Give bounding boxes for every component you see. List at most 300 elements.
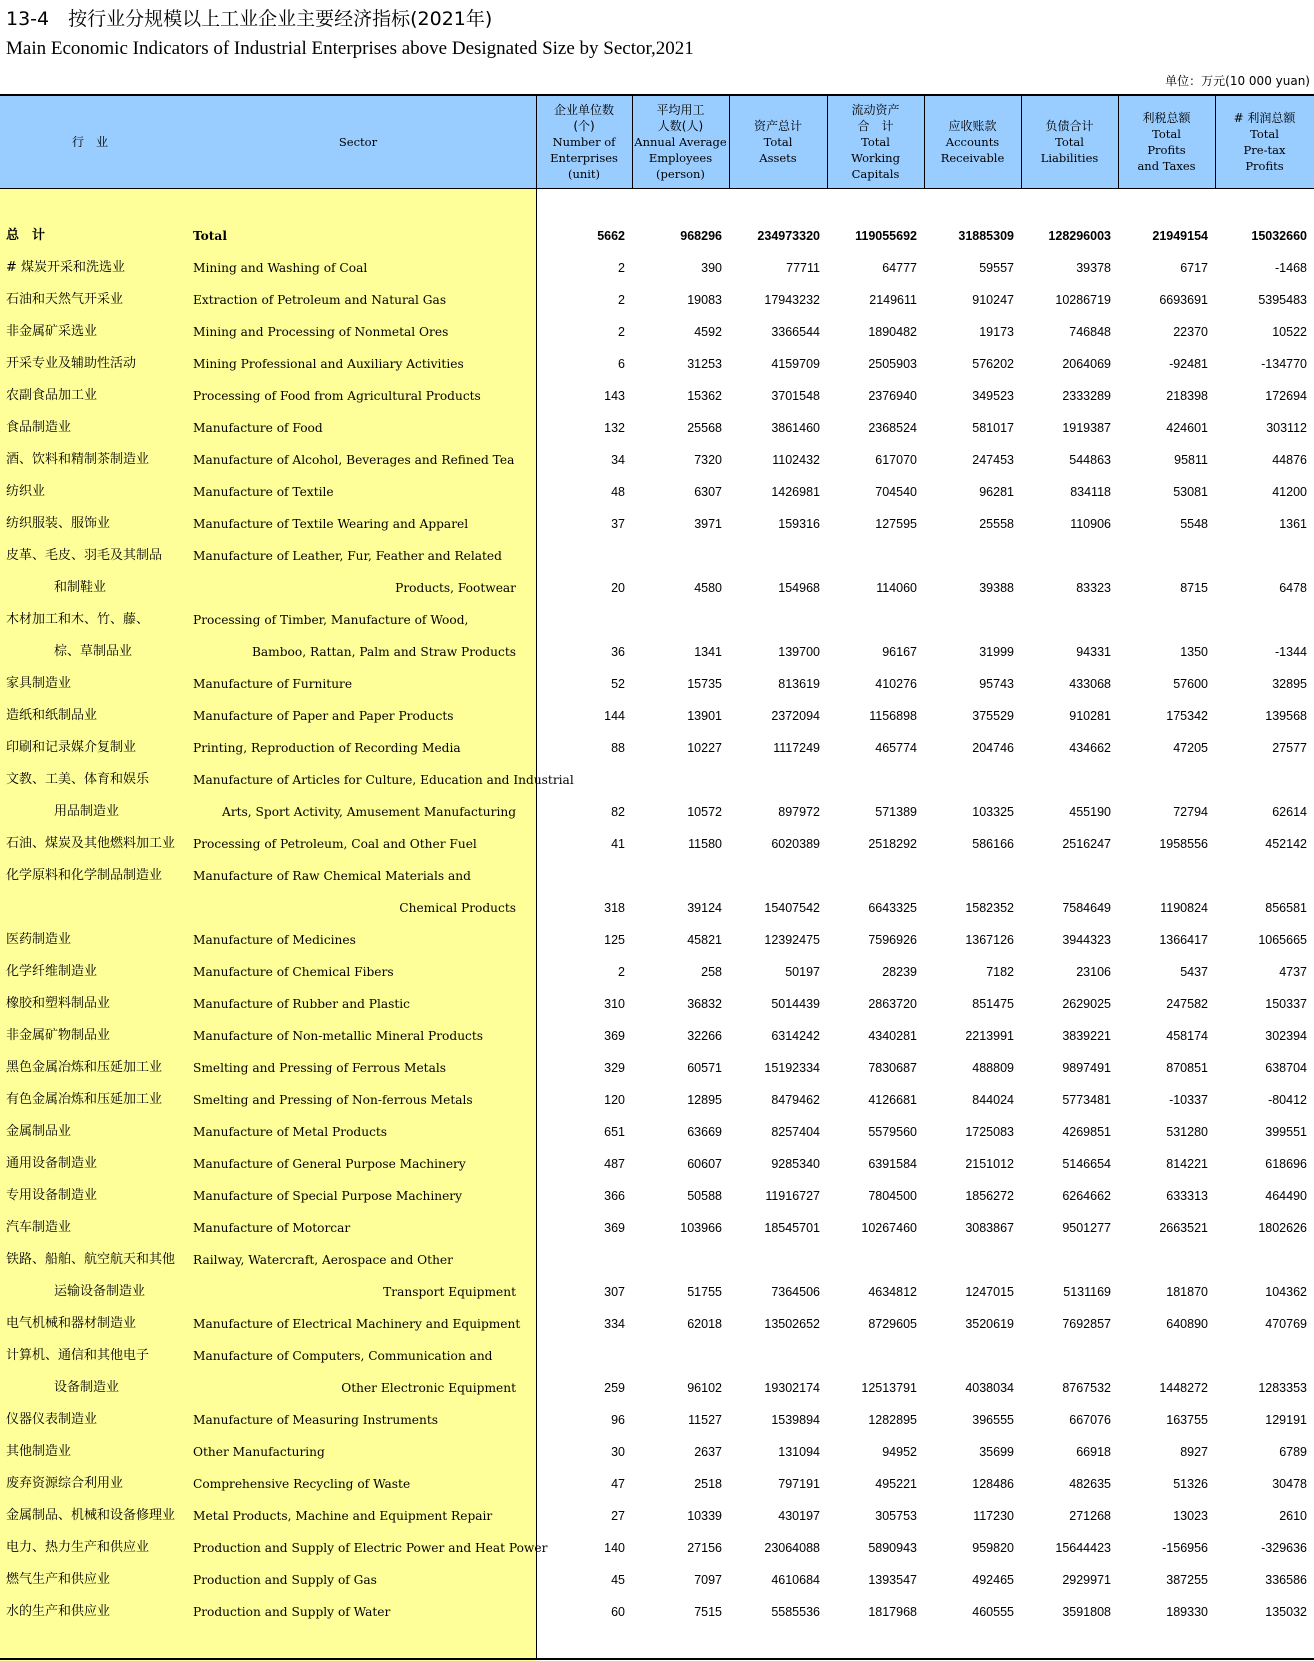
cell-total-pretax-profits: 464490 xyxy=(1265,1189,1307,1203)
cell-total-working-capitals: 410276 xyxy=(875,677,917,691)
sector-name-cn: 设备制造业 xyxy=(54,1380,120,1395)
header-rule xyxy=(0,188,1314,189)
cell-total-pretax-profits: -80412 xyxy=(1268,1093,1307,1107)
sector-name-en: Arts, Sport Activity, Amusement Manufacturing xyxy=(222,805,516,819)
cell-annual-average-employees: 51755 xyxy=(687,1285,722,1299)
cell-annual-average-employees: 258 xyxy=(701,965,722,979)
table-row xyxy=(0,284,1314,316)
cell-number-of-enterprises: 88 xyxy=(611,741,625,755)
header-line: and Taxes xyxy=(1137,158,1196,173)
sector-name-en: Smelting and Pressing of Non-ferrous Metals xyxy=(193,1093,473,1107)
sector-name-en: Manufacture of Textile Wearing and Apparel xyxy=(193,517,469,531)
table-row xyxy=(0,828,1314,860)
cell-annual-average-employees: 45821 xyxy=(687,933,722,947)
header-total-liabilities xyxy=(1021,97,1118,186)
cell-total-profits-and-taxes: 2663521 xyxy=(1159,1221,1208,1235)
cell-total-liabilities: 7584649 xyxy=(1062,901,1111,915)
cell-number-of-enterprises: 125 xyxy=(604,933,625,947)
table-row xyxy=(0,604,1314,636)
table-row xyxy=(0,924,1314,956)
cell-total-liabilities: 5146654 xyxy=(1062,1157,1111,1171)
sector-name-en: Manufacture of Chemical Fibers xyxy=(193,965,394,979)
cell-total-liabilities: 834118 xyxy=(1070,485,1111,499)
cell-total-assets: 4610684 xyxy=(771,1573,820,1587)
cell-total-pretax-profits: 172694 xyxy=(1265,389,1307,403)
cell-total-liabilities: 910281 xyxy=(1069,709,1111,723)
table-title-en: Main Economic Indicators of Industrial Enterprises above Designated Size by Sector,2021 xyxy=(6,38,694,59)
sector-name-en: Extraction of Petroleum and Natural Gas xyxy=(193,293,447,307)
sector-name-en: Manufacture of Paper and Paper Products xyxy=(193,709,454,723)
cell-accounts-receivable: 581017 xyxy=(972,421,1014,435)
header-total-pretax-profits xyxy=(1215,97,1314,186)
cell-accounts-receivable: 128486 xyxy=(972,1477,1014,1491)
top-rule xyxy=(0,94,1314,96)
cell-number-of-enterprises: 310 xyxy=(604,997,625,1011)
table-row xyxy=(0,1564,1314,1596)
cell-total-assets: 50197 xyxy=(785,965,820,979)
cell-total-liabilities: 434662 xyxy=(1069,741,1111,755)
cell-total-assets: 797191 xyxy=(778,1477,820,1491)
table-row xyxy=(0,1596,1314,1628)
cell-accounts-receivable: 396555 xyxy=(972,1413,1014,1427)
header-line: 资产总计 xyxy=(753,118,802,133)
cell-number-of-enterprises: 2 xyxy=(618,261,625,275)
table-row xyxy=(0,1436,1314,1468)
cell-total-assets: 11916727 xyxy=(765,1189,820,1203)
cell-total-profits-and-taxes: 8715 xyxy=(1180,581,1208,595)
header-line: Number of xyxy=(552,134,616,149)
cell-total-assets: 9285340 xyxy=(771,1157,820,1171)
header-line: Total xyxy=(1250,126,1279,141)
cell-total-assets: 897972 xyxy=(778,805,820,819)
cell-total-profits-and-taxes: 51326 xyxy=(1173,1477,1208,1491)
cell-total-liabilities: 9897491 xyxy=(1062,1061,1111,1075)
cell-total-profits-and-taxes: 1190824 xyxy=(1160,901,1208,915)
cell-annual-average-employees: 32266 xyxy=(687,1029,722,1043)
header-line: 负债合计 xyxy=(1045,118,1094,133)
cell-accounts-receivable: 103325 xyxy=(972,805,1014,819)
table-row xyxy=(0,988,1314,1020)
sector-name-en: Processing of Petroleum, Coal and Other Fuel xyxy=(193,837,477,851)
cell-accounts-receivable: 375529 xyxy=(972,709,1014,723)
sector-name-cn: 开采专业及辅助性活动 xyxy=(6,356,137,371)
cell-total-working-capitals: 94952 xyxy=(882,1445,917,1459)
cell-annual-average-employees: 36832 xyxy=(687,997,722,1011)
cell-total-working-capitals: 6391584 xyxy=(868,1157,917,1171)
header-line: Total xyxy=(1055,134,1084,149)
header-line: Profits xyxy=(1245,158,1284,173)
cell-total-profits-and-taxes: 870851 xyxy=(1166,1061,1208,1075)
table-row xyxy=(0,508,1314,540)
cell-annual-average-employees: 25568 xyxy=(687,421,722,435)
header-line: Pre-tax xyxy=(1243,142,1286,157)
cell-total-pretax-profits: 41200 xyxy=(1272,485,1307,499)
cell-total-profits-and-taxes: 22370 xyxy=(1173,325,1208,339)
bottom-rule xyxy=(0,1658,1314,1660)
sector-name-cn: 文教、工美、体育和娱乐 xyxy=(6,772,150,787)
header-sector-en: Sector xyxy=(338,134,378,149)
sector-name-en: Manufacture of Non-metallic Mineral Products xyxy=(193,1029,484,1043)
sector-name-en: Mining Professional and Auxiliary Activities xyxy=(193,357,464,371)
header-line: (person) xyxy=(656,166,705,181)
cell-annual-average-employees: 60571 xyxy=(687,1061,722,1075)
sector-name-en: Manufacture of Furniture xyxy=(193,677,353,691)
cell-number-of-enterprises: 36 xyxy=(611,645,625,659)
cell-total-working-capitals: 1282895 xyxy=(868,1413,917,1427)
cell-total-working-capitals: 704540 xyxy=(875,485,917,499)
cell-total-liabilities: 23106 xyxy=(1076,965,1111,979)
cell-accounts-receivable: 3083867 xyxy=(965,1221,1014,1235)
cell-annual-average-employees: 31253 xyxy=(687,357,722,371)
table-row xyxy=(0,796,1314,828)
sector-name-en: Processing of Timber, Manufacture of Wood, xyxy=(193,613,469,627)
cell-accounts-receivable: 7182 xyxy=(986,965,1014,979)
sector-name-en: Products, Footwear xyxy=(395,581,516,595)
cell-number-of-enterprises: 307 xyxy=(604,1285,625,1299)
cell-number-of-enterprises: 20 xyxy=(611,581,625,595)
header-accounts-receivable xyxy=(924,97,1021,186)
cell-total-liabilities: 9501277 xyxy=(1062,1221,1111,1235)
header-line: Assets xyxy=(759,150,797,165)
sector-name-cn: 化学纤维制造业 xyxy=(6,964,98,979)
cell-annual-average-employees: 2637 xyxy=(694,1445,722,1459)
sector-name-en: Manufacture of Rubber and Plastic xyxy=(193,997,411,1011)
cell-total-assets: 430197 xyxy=(778,1509,820,1523)
header-line: 平均用工 xyxy=(656,102,705,117)
cell-total-pretax-profits: 336586 xyxy=(1265,1573,1307,1587)
cell-total-profits-and-taxes: 163755 xyxy=(1166,1413,1208,1427)
cell-annual-average-employees: 4580 xyxy=(694,581,722,595)
cell-total-liabilities: 2929971 xyxy=(1062,1573,1111,1587)
cell-accounts-receivable: 851475 xyxy=(972,997,1014,1011)
column-divider xyxy=(827,96,828,188)
table-title-cn: 13-4 按行业分规模以上工业企业主要经济指标(2021年) xyxy=(6,8,493,30)
sector-name-cn: 和制鞋业 xyxy=(54,580,107,595)
sector-name-cn: 电力、热力生产和供应业 xyxy=(6,1540,150,1555)
cell-annual-average-employees: 1341 xyxy=(694,645,722,659)
cell-total-liabilities: 5131169 xyxy=(1063,1285,1111,1299)
table-row xyxy=(0,668,1314,700)
column-divider xyxy=(1118,96,1119,188)
sector-name-cn: 专用设备制造业 xyxy=(6,1188,98,1203)
cell-total-liabilities: 15644423 xyxy=(1055,1541,1111,1555)
cell-accounts-receivable: 3520619 xyxy=(965,1317,1014,1331)
cell-total-liabilities: 667076 xyxy=(1069,1413,1111,1427)
cell-accounts-receivable: 19173 xyxy=(979,325,1014,339)
cell-annual-average-employees: 63669 xyxy=(687,1125,722,1139)
sector-name-en: Manufacture of Measuring Instruments xyxy=(193,1413,438,1427)
cell-total-working-capitals: 2863720 xyxy=(868,997,917,1011)
cell-total-working-capitals: 1393547 xyxy=(868,1573,917,1587)
sector-name-cn: 化学原料和化学制品制造业 xyxy=(6,868,163,883)
sector-name-en: Manufacture of Metal Products xyxy=(193,1125,388,1139)
cell-total-assets: 18545701 xyxy=(764,1221,820,1235)
sector-name-cn: 家具制造业 xyxy=(6,676,72,691)
cell-total-liabilities: 271268 xyxy=(1069,1509,1111,1523)
sector-name-cn: 用品制造业 xyxy=(54,804,120,819)
sector-name-cn: 非金属矿物制品业 xyxy=(6,1028,111,1043)
cell-total-profits-and-taxes: 189330 xyxy=(1166,1605,1208,1619)
cell-annual-average-employees: 103966 xyxy=(680,1221,722,1235)
sector-name-en: Manufacture of Raw Chemical Materials and xyxy=(193,869,471,883)
cell-total-profits-and-taxes: 1448272 xyxy=(1159,1381,1208,1395)
header-line: 利税总额 xyxy=(1142,110,1191,125)
cell-annual-average-employees: 60607 xyxy=(687,1157,722,1171)
sector-name-en: Metal Products, Machine and Equipment Repair xyxy=(193,1509,493,1523)
cell-total-pretax-profits: 452142 xyxy=(1265,837,1307,851)
table-body xyxy=(0,220,1314,1628)
sector-name-en: Manufacture of Special Purpose Machinery xyxy=(193,1189,462,1203)
cell-total-working-capitals: 465774 xyxy=(875,741,917,755)
sector-name-cn: 其他制造业 xyxy=(6,1444,72,1459)
cell-total-assets: 12392475 xyxy=(764,933,820,947)
cell-accounts-receivable: 95743 xyxy=(979,677,1014,691)
sector-name-en: Mining and Washing of Coal xyxy=(193,261,368,275)
table-row xyxy=(0,636,1314,668)
cell-number-of-enterprises: 27 xyxy=(611,1509,625,1523)
sector-name-cn: 计算机、通信和其他电子 xyxy=(6,1348,150,1363)
cell-total-assets: 154968 xyxy=(778,581,820,595)
table-row xyxy=(0,1308,1314,1340)
cell-total-liabilities: 3839221 xyxy=(1062,1029,1111,1043)
sector-name-en: Manufacture of Alcohol, Beverages and Refined Tea xyxy=(193,453,515,467)
cell-total-assets: 23064088 xyxy=(764,1541,820,1555)
cell-total-working-capitals: 6643325 xyxy=(868,901,917,915)
sector-name-cn: 电气机械和器材制造业 xyxy=(6,1316,137,1331)
column-divider xyxy=(924,96,925,188)
cell-total-pretax-profits: 5395483 xyxy=(1258,293,1307,307)
header-line: (个) xyxy=(573,118,595,133)
sector-name-cn: 非金属矿采选业 xyxy=(6,324,98,339)
cell-number-of-enterprises: 334 xyxy=(604,1317,625,1331)
sector-name-cn: 金属制品业 xyxy=(6,1124,72,1139)
sector-name-cn: 棕、草制品业 xyxy=(54,644,133,659)
sector-name-en: Production and Supply of Gas xyxy=(193,1573,377,1587)
cell-total-liabilities: 8767532 xyxy=(1062,1381,1111,1395)
cell-annual-average-employees: 15362 xyxy=(687,389,722,403)
cell-number-of-enterprises: 6 xyxy=(618,357,625,371)
header-line: Employees xyxy=(648,150,713,165)
cell-number-of-enterprises: 132 xyxy=(604,421,625,435)
cell-accounts-receivable: 576202 xyxy=(972,357,1014,371)
sector-name-cn: 汽车制造业 xyxy=(6,1220,72,1235)
sector-name-en: Manufacture of Electrical Machinery and Equipment xyxy=(193,1317,521,1331)
cell-accounts-receivable: 586166 xyxy=(972,837,1014,851)
sector-name-cn: 医药制造业 xyxy=(6,932,72,947)
cell-total-pretax-profits: 1361 xyxy=(1279,517,1307,531)
cell-total-assets: 1539894 xyxy=(771,1413,820,1427)
table-row xyxy=(0,476,1314,508)
header-annual-average-employees xyxy=(632,97,729,186)
cell-total-pretax-profits: 129191 xyxy=(1265,1413,1307,1427)
sector-name-en: Manufacture of Articles for Culture, Education and Industrial xyxy=(193,773,574,787)
sector-name-cn: 食品制造业 xyxy=(6,420,72,435)
sector-name-cn: 橡胶和塑料制品业 xyxy=(6,996,111,1011)
header-line: Enterprises xyxy=(550,150,618,165)
cell-total-profits-and-taxes: 13023 xyxy=(1173,1509,1208,1523)
cell-annual-average-employees: 2518 xyxy=(694,1477,722,1491)
cell-annual-average-employees: 10339 xyxy=(687,1509,722,1523)
cell-total-profits-and-taxes: 531280 xyxy=(1166,1125,1208,1139)
sector-name-cn: # 煤炭开采和洗选业 xyxy=(6,260,126,275)
table-row xyxy=(0,860,1314,892)
table-row xyxy=(0,764,1314,796)
cell-total-working-capitals: 571389 xyxy=(875,805,917,819)
sector-name-en: Mining and Processing of Nonmetal Ores xyxy=(193,325,449,339)
table-row xyxy=(0,1084,1314,1116)
cell-total-pretax-profits: 150337 xyxy=(1265,997,1307,1011)
cell-total-pretax-profits: 470769 xyxy=(1265,1317,1307,1331)
table-row xyxy=(0,348,1314,380)
table-row xyxy=(0,1180,1314,1212)
cell-total-working-capitals: 5579560 xyxy=(868,1125,917,1139)
cell-annual-average-employees: 27156 xyxy=(687,1541,722,1555)
cell-total-pretax-profits: 6789 xyxy=(1279,1445,1307,1459)
header-line: Profits xyxy=(1147,142,1186,157)
sector-name-cn: 运输设备制造业 xyxy=(54,1284,146,1299)
cell-total-working-capitals: 64777 xyxy=(882,261,917,275)
cell-total-profits-and-taxes: 6693691 xyxy=(1159,293,1208,307)
cell-total-pretax-profits: 32895 xyxy=(1272,677,1307,691)
cell-total-pretax-profits: 44876 xyxy=(1272,453,1307,467)
cell-total-assets: 77711 xyxy=(786,261,820,275)
sector-name-cn: 仪器仪表制造业 xyxy=(6,1412,98,1427)
cell-number-of-enterprises: 2 xyxy=(618,965,625,979)
cell-number-of-enterprises: 318 xyxy=(604,901,625,915)
table-row xyxy=(0,956,1314,988)
cell-total-profits-and-taxes: 72794 xyxy=(1173,805,1208,819)
cell-total-liabilities: 128296003 xyxy=(1048,229,1111,243)
header-line: Liabilities xyxy=(1040,150,1099,165)
sector-name-en: Transport Equipment xyxy=(383,1285,516,1299)
sector-name-cn: 纺织业 xyxy=(6,484,46,499)
table-row xyxy=(0,1340,1314,1372)
header-line: 合 计 xyxy=(857,118,894,133)
sector-name-en: Processing of Food from Agricultural Products xyxy=(193,389,481,403)
table-row xyxy=(0,540,1314,572)
sector-name-en: Total xyxy=(193,229,227,243)
cell-total-working-capitals: 7804500 xyxy=(868,1189,917,1203)
cell-total-liabilities: 94331 xyxy=(1076,645,1111,659)
cell-annual-average-employees: 7320 xyxy=(694,453,722,467)
cell-total-working-capitals: 7830687 xyxy=(868,1061,917,1075)
cell-total-liabilities: 544863 xyxy=(1069,453,1111,467)
sector-name-cn: 造纸和纸制品业 xyxy=(6,708,98,723)
cell-total-profits-and-taxes: 181870 xyxy=(1166,1285,1208,1299)
sector-name-en: Smelting and Pressing of Ferrous Metals xyxy=(193,1061,446,1075)
cell-total-assets: 8479462 xyxy=(771,1093,820,1107)
cell-total-profits-and-taxes: 387255 xyxy=(1166,1573,1208,1587)
cell-total-assets: 1117249 xyxy=(773,741,820,755)
cell-accounts-receivable: 488809 xyxy=(972,1061,1014,1075)
cell-total-pretax-profits: 302394 xyxy=(1265,1029,1307,1043)
sector-name-en: Chemical Products xyxy=(399,901,516,915)
cell-total-assets: 4159709 xyxy=(771,357,820,371)
column-divider xyxy=(1215,96,1216,188)
cell-total-working-capitals: 127595 xyxy=(875,517,917,531)
cell-total-profits-and-taxes: 175342 xyxy=(1166,709,1208,723)
cell-number-of-enterprises: 82 xyxy=(611,805,625,819)
cell-total-assets: 131094 xyxy=(778,1445,820,1459)
cell-total-profits-and-taxes: 814221 xyxy=(1166,1157,1208,1171)
cell-number-of-enterprises: 120 xyxy=(604,1093,625,1107)
column-divider xyxy=(632,96,633,188)
column-divider xyxy=(729,96,730,188)
header-line: Accounts xyxy=(945,134,1000,149)
header-line: Receivable xyxy=(940,150,1005,165)
cell-total-liabilities: 39378 xyxy=(1076,261,1111,275)
cell-total-assets: 159316 xyxy=(778,517,820,531)
cell-total-liabilities: 746848 xyxy=(1069,325,1111,339)
cell-total-profits-and-taxes: 8927 xyxy=(1180,1445,1208,1459)
cell-total-working-capitals: 7596926 xyxy=(868,933,917,947)
header-line: Total xyxy=(861,134,890,149)
sector-name-cn: 农副食品加工业 xyxy=(6,388,98,403)
cell-total-assets: 6020389 xyxy=(771,837,820,851)
cell-annual-average-employees: 15735 xyxy=(687,677,722,691)
cell-annual-average-employees: 4592 xyxy=(694,325,722,339)
cell-accounts-receivable: 39388 xyxy=(979,581,1014,595)
cell-total-profits-and-taxes: 1350 xyxy=(1180,645,1208,659)
cell-total-assets: 7364506 xyxy=(771,1285,820,1299)
cell-accounts-receivable: 844024 xyxy=(972,1093,1014,1107)
cell-total-pretax-profits: 27577 xyxy=(1272,741,1307,755)
cell-total-liabilities: 66918 xyxy=(1076,1445,1111,1459)
header-total-profits-and-taxes xyxy=(1118,97,1215,186)
cell-annual-average-employees: 50588 xyxy=(687,1189,722,1203)
total-row xyxy=(0,220,1314,252)
cell-accounts-receivable: 1856272 xyxy=(965,1189,1014,1203)
sector-name-cn: 黑色金属冶炼和压延加工业 xyxy=(6,1060,163,1075)
cell-total-profits-and-taxes: 21949154 xyxy=(1152,229,1208,243)
cell-total-liabilities: 83323 xyxy=(1076,581,1111,595)
sector-name-en: Manufacture of Food xyxy=(193,421,323,435)
cell-accounts-receivable: 492465 xyxy=(972,1573,1014,1587)
sector-name-cn: 石油、煤炭及其他燃料加工业 xyxy=(6,836,176,851)
header-line: 人数(人) xyxy=(657,118,704,133)
cell-annual-average-employees: 19083 xyxy=(687,293,722,307)
header-line: Total xyxy=(1152,126,1181,141)
cell-number-of-enterprises: 34 xyxy=(611,453,625,467)
cell-total-profits-and-taxes: 6717 xyxy=(1180,261,1208,275)
cell-total-liabilities: 2516247 xyxy=(1062,837,1111,851)
cell-accounts-receivable: 959820 xyxy=(972,1541,1014,1555)
table-row xyxy=(0,444,1314,476)
cell-total-working-capitals: 114060 xyxy=(876,581,917,595)
sector-name-en: Railway, Watercraft, Aerospace and Other xyxy=(193,1253,453,1267)
cell-accounts-receivable: 349523 xyxy=(972,389,1014,403)
cell-total-working-capitals: 1890482 xyxy=(868,325,917,339)
cell-annual-average-employees: 13901 xyxy=(687,709,722,723)
cell-total-liabilities: 482635 xyxy=(1069,1477,1111,1491)
table-row xyxy=(0,572,1314,604)
cell-accounts-receivable: 2151012 xyxy=(965,1157,1014,1171)
cell-number-of-enterprises: 369 xyxy=(604,1029,625,1043)
cell-total-working-capitals: 8729605 xyxy=(868,1317,917,1331)
table-row xyxy=(0,1212,1314,1244)
table-row xyxy=(0,1148,1314,1180)
cell-annual-average-employees: 10227 xyxy=(687,741,722,755)
cell-total-pretax-profits: 303112 xyxy=(1266,421,1307,435)
cell-total-working-capitals: 2376940 xyxy=(868,389,917,403)
sector-name-en: Manufacture of Leather, Fur, Feather and Related xyxy=(193,549,502,563)
cell-total-pretax-profits: -134770 xyxy=(1261,357,1307,371)
cell-number-of-enterprises: 52 xyxy=(611,677,625,691)
cell-total-pretax-profits: -1468 xyxy=(1275,261,1307,275)
cell-accounts-receivable: 1582352 xyxy=(965,901,1014,915)
header-sector-cn: 行 业 xyxy=(71,134,108,149)
cell-total-working-capitals: 2149611 xyxy=(869,293,917,307)
